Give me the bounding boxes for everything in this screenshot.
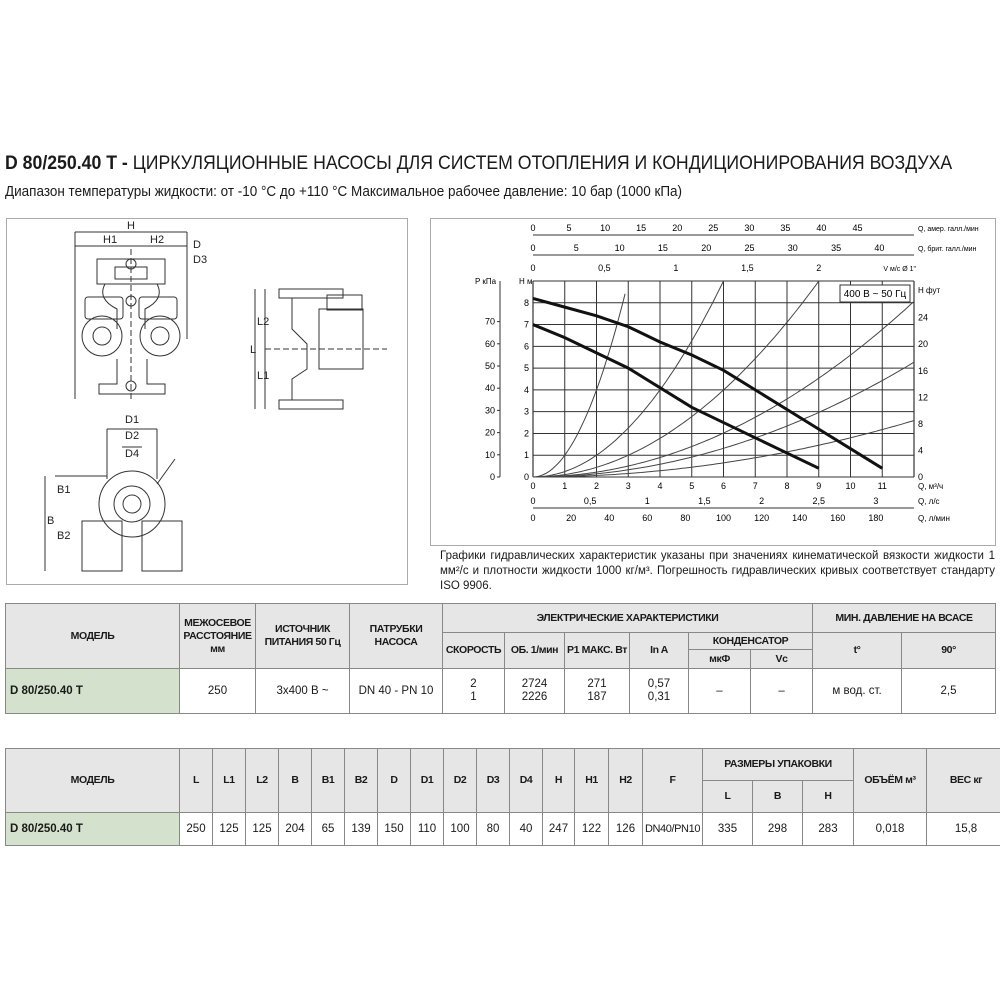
col-dim-l1: L1 <box>213 749 246 813</box>
bottom-axis-tick-label: 2 <box>759 496 765 506</box>
y-tick-label: 2 <box>523 428 529 439</box>
performance-chart <box>430 218 996 546</box>
col-dim-d4: D4 <box>510 749 543 813</box>
lmin-tick-label: 120 <box>754 513 770 523</box>
cell-dim-l: 250 <box>180 813 213 846</box>
x-tick-label: 3 <box>625 481 631 491</box>
x-tick-label: 9 <box>816 481 822 491</box>
cell-model: D 80/250.40 T <box>6 813 180 846</box>
kpa-tick-label: 50 <box>484 361 495 372</box>
cell-dim-d: 150 <box>378 813 411 846</box>
col-dim-d2: D2 <box>444 749 477 813</box>
cell-volume: 0,018 <box>854 813 927 846</box>
bottom-axis-tick-label: 3 <box>873 496 879 506</box>
x-tick-label: 7 <box>752 481 758 491</box>
top-axis-label: Q, амер. галл./мин <box>918 226 979 233</box>
top-axis-tick-label: 10 <box>600 223 611 233</box>
col-model: МОДЕЛЬ <box>6 749 180 813</box>
x-tick-label: 0 <box>530 481 536 491</box>
col-p1: P1 МАКС. Вт <box>565 633 630 669</box>
side-view <box>255 289 387 409</box>
y-tick-label: 4 <box>523 384 529 395</box>
cell-model: D 80/250.40 T <box>6 669 180 714</box>
lmin-tick-label: 40 <box>604 513 615 523</box>
col-dim-l: L <box>180 749 213 813</box>
top-axis-tick-label: 20 <box>672 223 683 233</box>
col-dim-b1: B1 <box>312 749 345 813</box>
cell-pack-b: 298 <box>753 813 803 846</box>
dim-label-L2: L2 <box>257 316 270 328</box>
top-axis-tick-label: 5 <box>573 243 579 253</box>
col-dim-f: F <box>643 749 703 813</box>
kpa-tick-label: 20 <box>484 427 495 438</box>
cell-dim-f: DN40/PN10 <box>643 813 703 846</box>
p1-2: 271 <box>587 678 607 690</box>
col-volume: ОБЪЁМ м³ <box>854 749 927 813</box>
bottom-axis-tick-label: 0,5 <box>583 496 597 506</box>
cell-dim-b2: 139 <box>345 813 378 846</box>
top-axis-tick-label: 15 <box>636 223 647 233</box>
lmin-tick-label: 180 <box>868 513 884 523</box>
top-axis-tick-label: 35 <box>780 223 791 233</box>
cell-dim-b1: 65 <box>312 813 345 846</box>
rpm-1: 2226 <box>521 691 548 703</box>
top-axis-tick-label: 1,5 <box>741 263 754 273</box>
dim-label-B2: B2 <box>57 530 71 542</box>
rpm-2: 2724 <box>521 678 548 690</box>
col-model: МОДЕЛЬ <box>6 604 180 669</box>
ft-tick-label: 0 <box>918 472 924 482</box>
col-power: ИСТОЧНИК ПИТАНИЯ 50 Гц <box>256 604 350 669</box>
cell-dim-d2: 100 <box>444 813 477 846</box>
cell-power: 3x400 В ~ <box>256 669 350 714</box>
col-90: 90° <box>902 633 996 669</box>
top-axis-tick-label: 30 <box>744 223 755 233</box>
col-min-pressure: МИН. ДАВЛЕНИЕ НА ВСАСЕ <box>813 604 996 633</box>
lmin-axis-label: Q, л/мин <box>918 514 950 523</box>
cell-ports: DN 40 - PN 10 <box>350 669 443 714</box>
col-distance: МЕЖОСЕВОЕ РАССТОЯНИЕ мм <box>180 604 256 669</box>
col-ports: ПАТРУБКИ НАСОСА <box>350 604 443 669</box>
top-axis-tick-label: 15 <box>657 243 668 253</box>
x-tick-label: 4 <box>657 481 663 491</box>
col-electric: ЭЛЕКТРИЧЕСКИЕ ХАРАКТЕРИСТИКИ <box>443 604 813 633</box>
col-dim-d: D <box>378 749 411 813</box>
model-name: D 80/250.40 T - <box>5 153 128 174</box>
cell-weight: 15,8 <box>927 813 1000 846</box>
col-dim-b: B <box>279 749 312 813</box>
kpa-tick-label: 10 <box>484 449 495 460</box>
x-tick-label: 10 <box>845 481 856 491</box>
lmin-tick-label: 100 <box>715 513 732 523</box>
x-axis-label: Q, м³/ч <box>918 482 944 491</box>
x-tick-label: 8 <box>784 481 790 491</box>
col-weight: ВЕС кг <box>927 749 1000 813</box>
lmin-tick-label: 160 <box>830 513 846 523</box>
y-tick-label: 6 <box>523 341 529 352</box>
in-2: 0,57 <box>647 678 671 690</box>
dim-label-H2: H2 <box>150 234 165 246</box>
kpa-tick-label: 40 <box>484 383 495 394</box>
ft-tick-label: 24 <box>918 312 929 323</box>
dim-label-L1: L1 <box>257 370 270 382</box>
voltage-badge-text: 400 В ~ 50 Гц <box>843 289 907 300</box>
dim-label-D: D <box>193 239 201 251</box>
dim-label-D1: D1 <box>125 414 140 426</box>
cell-pack-l: 335 <box>703 813 753 846</box>
cell-speed <box>443 669 505 714</box>
dimension-drawing <box>6 218 408 585</box>
col-dim-d1: D1 <box>411 749 444 813</box>
top-axis-tick-label: 0 <box>530 263 536 273</box>
capacitor-label: КОНДЕНСАТОР <box>689 633 812 650</box>
title-text: ЦИРКУЛЯЦИОННЫЕ НАСОСЫ ДЛЯ СИСТЕМ ОТОПЛЕНИЯ И КОНДИЦИОНИРОВАНИЯ ВОЗДУХА <box>132 153 953 174</box>
dim-label-L: L <box>250 344 257 356</box>
p1-1: 187 <box>587 691 607 703</box>
y-tick-label: 0 <box>523 472 529 482</box>
y-axis-label-m: H м <box>519 277 533 286</box>
page-title <box>5 153 952 175</box>
speed-1: 1 <box>470 691 477 703</box>
y-axis-label-kpa: P кПа <box>475 277 497 286</box>
col-speed: СКОРОСТЬ <box>443 633 505 669</box>
x-tick-label: 11 <box>877 481 887 491</box>
col-capacitor <box>689 633 813 669</box>
col-dim-h1: H1 <box>575 749 609 813</box>
dim-label-H1: H1 <box>103 234 118 246</box>
top-axis-tick-label: 25 <box>708 223 719 233</box>
top-view <box>45 429 182 571</box>
col-dim-d3: D3 <box>477 749 510 813</box>
dim-label-D2: D2 <box>125 430 140 442</box>
lmin-tick-label: 20 <box>566 513 577 523</box>
ft-tick-label: 8 <box>918 418 924 429</box>
cell-dim-l1: 125 <box>213 813 246 846</box>
in-1: 0,31 <box>647 691 671 703</box>
col-t: t° <box>813 633 902 669</box>
y-tick-label: 1 <box>523 450 529 461</box>
x-tick-label: 1 <box>562 481 568 491</box>
dim-label-B1: B1 <box>57 484 71 496</box>
cell-vc: – <box>751 669 813 714</box>
y-tick-label: 5 <box>523 363 529 374</box>
bottom-axis-tick-label: 2,5 <box>812 496 825 506</box>
cell-dim-l2: 125 <box>246 813 279 846</box>
bottom-axis-tick-label: 0 <box>530 496 536 506</box>
lmin-tick-label: 0 <box>530 513 536 523</box>
cell-uf: – <box>689 669 751 714</box>
kpa-tick-label: 30 <box>484 405 495 416</box>
top-axis-tick-label: 10 <box>614 243 625 253</box>
top-axis-tick-label: 2 <box>816 263 822 273</box>
chart-svg <box>431 219 995 545</box>
ft-tick-label: 4 <box>918 445 924 456</box>
top-axis-label: Q, брит. галл./мин <box>918 246 977 253</box>
cell-pack-h: 283 <box>803 813 854 846</box>
y-tick-label: 3 <box>523 406 529 417</box>
bottom-axis-label: Q, л/с <box>918 497 940 506</box>
top-axis-tick-label: 40 <box>874 243 885 253</box>
subtitle: Диапазон температуры жидкости: от -10 °C до +110 °C Максимальное рабочее давление: 10 бар (1000 кПа) <box>5 184 683 200</box>
ft-tick-label: 16 <box>918 365 929 376</box>
top-axis-tick-label: 20 <box>701 243 712 253</box>
cell-dim-d1: 110 <box>411 813 444 846</box>
cell-t: м вод. ст. <box>813 669 902 714</box>
cell-dim-h2: 126 <box>609 813 643 846</box>
dimensions-table <box>5 748 1000 846</box>
top-axis-tick-label: 45 <box>852 223 863 233</box>
col-dim-h2: H2 <box>609 749 643 813</box>
electrical-table <box>5 603 996 714</box>
top-axis-tick-label: 0,5 <box>598 263 611 273</box>
dim-label-D3: D3 <box>193 254 208 266</box>
y-axis-label-ft: H фут <box>918 286 941 295</box>
top-axis-tick-label: 35 <box>831 243 842 253</box>
x-tick-label: 6 <box>720 481 727 491</box>
top-axis-label: V м/с Ø 1" <box>883 266 916 273</box>
col-dim-h: H <box>543 749 575 813</box>
col-rpm: ОБ. 1/мин <box>505 633 565 669</box>
cell-dim-d3: 80 <box>477 813 510 846</box>
cell-distance: 250 <box>180 669 256 714</box>
table-row <box>6 813 1000 846</box>
col-pack-l: L <box>703 781 753 813</box>
cell-dim-h: 247 <box>543 813 575 846</box>
cell-in <box>630 669 689 714</box>
cell-dim-b: 204 <box>279 813 312 846</box>
col-dim-b2: B2 <box>345 749 378 813</box>
dim-label-D4: D4 <box>125 448 140 460</box>
lmin-tick-label: 140 <box>792 513 808 523</box>
cell-90: 2,5 <box>902 669 996 714</box>
ft-tick-label: 20 <box>918 339 929 350</box>
top-axis-tick-label: 30 <box>787 243 798 253</box>
front-view <box>75 232 187 399</box>
cell-rpm <box>505 669 565 714</box>
col-dim-l2: L2 <box>246 749 279 813</box>
col-pack-b: B <box>753 781 803 813</box>
top-axis-tick-label: 0 <box>530 243 536 253</box>
table-row <box>6 669 996 714</box>
top-axis-tick-label: 5 <box>566 223 572 233</box>
dim-label-B: B <box>47 515 55 527</box>
dim-label-H: H <box>127 220 135 232</box>
lmin-tick-label: 80 <box>680 513 691 523</box>
pump-drawing <box>7 219 407 584</box>
bottom-axis-tick-label: 1 <box>644 496 650 506</box>
top-axis-tick-label: 0 <box>530 223 536 233</box>
x-tick-label: 2 <box>593 481 600 491</box>
chart-note: Графики гидравлических характеристик указаны при значениях кинематической вязкости жидкости 1 мм²/с и плотности жидкости 1000 кг/м³. Погрешность гидравлических кривых соответствует стандарту ISO 9906. <box>440 550 995 592</box>
kpa-tick-label: 60 <box>484 338 495 349</box>
lmin-tick-label: 60 <box>642 513 653 523</box>
top-axis-tick-label: 25 <box>744 243 755 253</box>
cell-dim-d4: 40 <box>510 813 543 846</box>
col-uf: мкФ <box>689 650 751 668</box>
col-vc: Vc <box>775 653 788 665</box>
ft-tick-label: 12 <box>918 392 929 403</box>
kpa-tick-label: 70 <box>484 316 495 327</box>
col-pack-h: H <box>803 781 854 813</box>
col-in: In A <box>630 633 689 669</box>
top-axis-tick-label: 40 <box>816 223 827 233</box>
y-tick-label: 8 <box>523 297 529 308</box>
speed-2: 2 <box>470 678 477 690</box>
top-axis-tick-label: 1 <box>673 263 679 273</box>
y-tick-label: 7 <box>523 319 529 330</box>
cell-dim-h1: 122 <box>575 813 609 846</box>
kpa-tick-label: 0 <box>489 472 495 482</box>
bottom-axis-tick-label: 1,5 <box>698 496 711 506</box>
col-pack: РАЗМЕРЫ УПАКОВКИ <box>703 749 854 781</box>
x-tick-label: 5 <box>689 481 695 491</box>
cell-p1 <box>565 669 630 714</box>
